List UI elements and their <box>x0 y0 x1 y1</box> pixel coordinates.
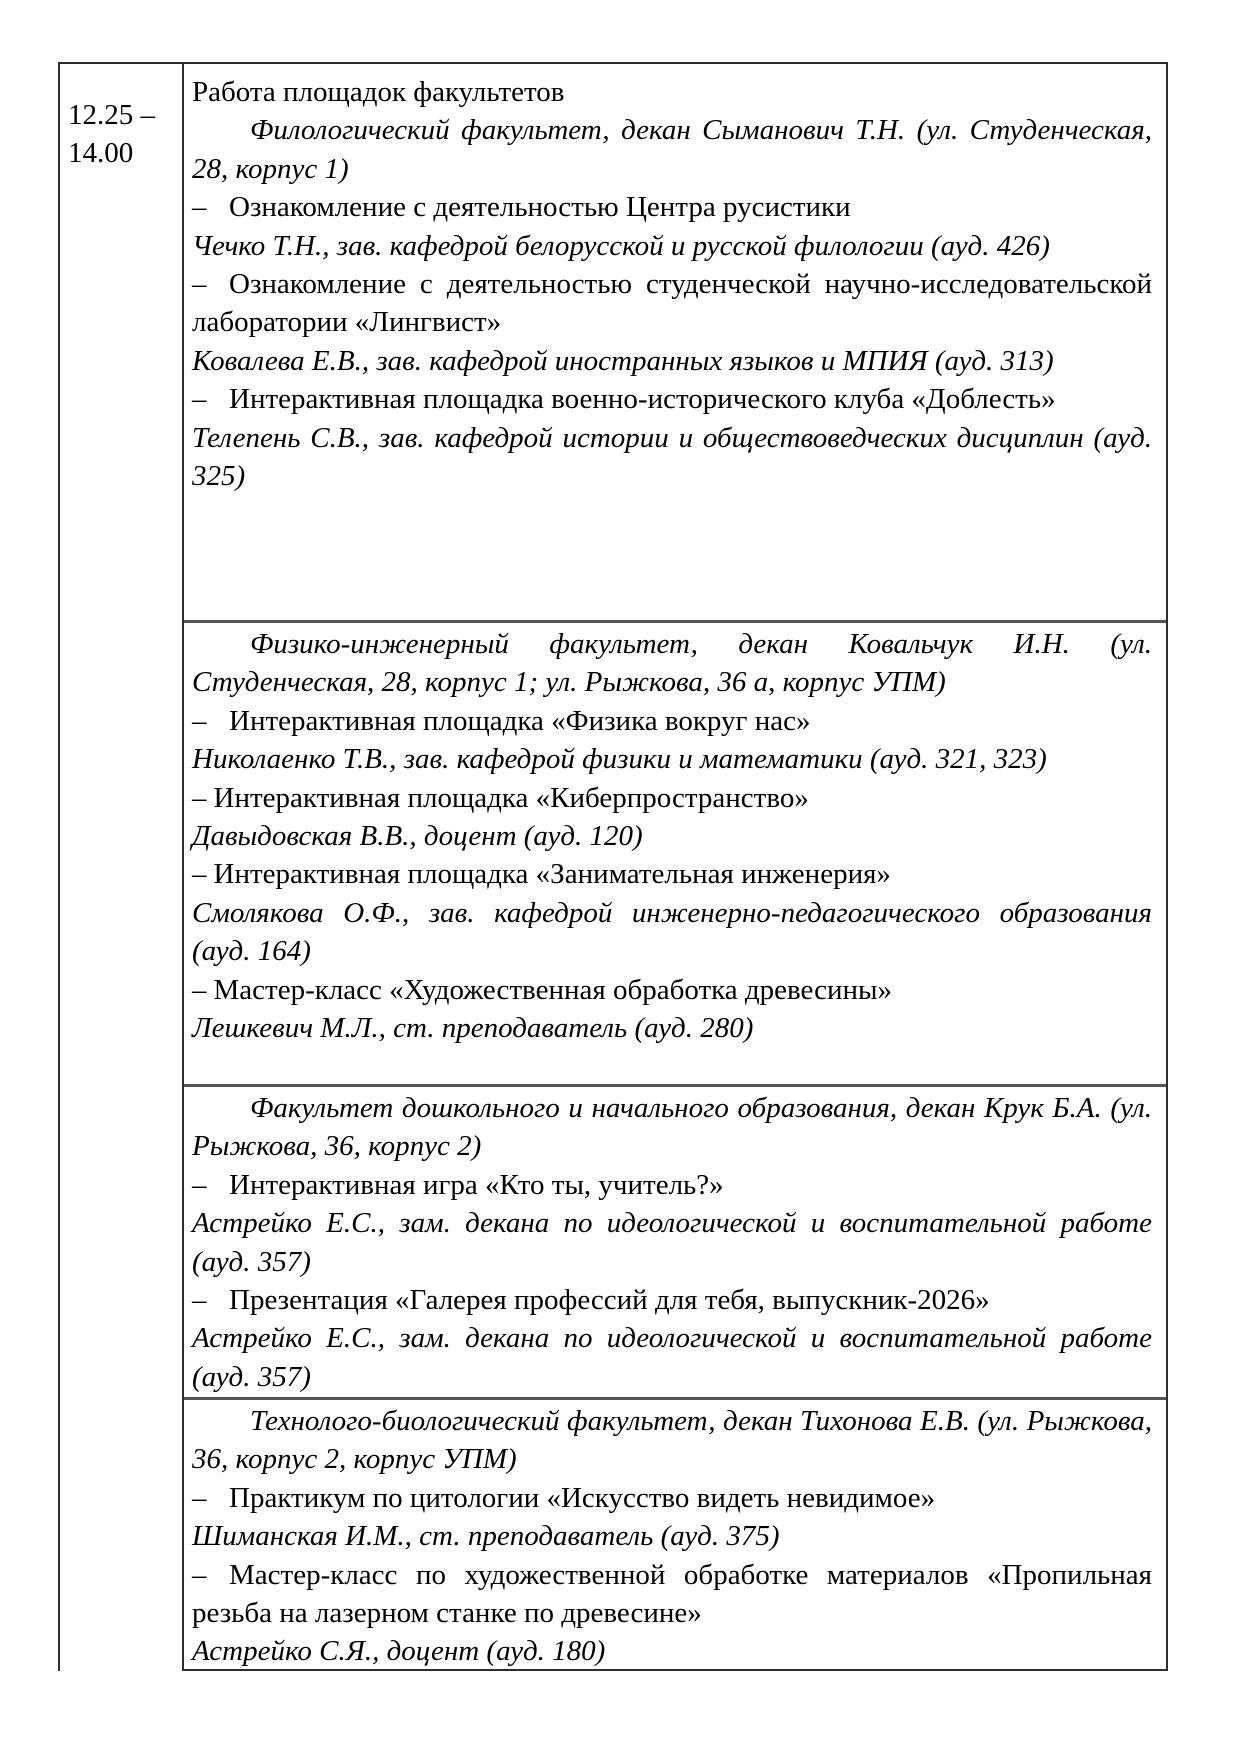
person-line: Давыдовская В.В., доцент (ауд. 120) <box>192 820 643 853</box>
content-cell <box>182 62 1168 1671</box>
activity-item <box>192 380 1152 418</box>
activity-text: Интерактивная площадка «Занимательная инженерия» <box>213 858 891 891</box>
time-range-end: 14.00 <box>68 137 134 170</box>
person-line: Николаенко Т.В., зав. кафедрой физики и математики (ауд. 321, 323) <box>192 743 1047 776</box>
section-physics-engineering-faculty <box>184 623 1166 1087</box>
faculty-heading: Технолого-биологический факультет, декан Тихонова Е.В. (ул. Рыжкова, 36, корпус 2, корпус УПМ) <box>192 1405 1152 1476</box>
dash-marker: – <box>192 268 207 301</box>
time-cell <box>58 62 182 1671</box>
activity-text: Ознакомление с деятельностью Центра русистики <box>229 191 851 224</box>
section-preschool-primary-education-faculty <box>184 1087 1166 1400</box>
dash-marker: – <box>192 1481 207 1514</box>
activity-item <box>192 855 1152 893</box>
activity-text: Интерактивная площадка военно-исторического клуба «Доблесть» <box>229 383 1056 416</box>
person-line: Телепень С.В., зав. кафедрой истории и обществоведческих дисциплин (ауд. 325) <box>192 421 1152 493</box>
faculty-heading: Физико-инженерный факультет, декан Ковальчук И.Н. (ул. Студенческая, 28, корпус 1; ул. Рыжкова, 36 а, корпус УПМ) <box>192 628 1152 699</box>
person-line: Чечко Т.Н., зав. кафедрой белорусской и русской филологии (ауд. 426) <box>192 229 1050 262</box>
activity-text: Практикум по цитологии «Искусство видеть невидимое» <box>229 1481 936 1514</box>
person-line: Шиманская И.М., ст. преподаватель (ауд. 375) <box>192 1520 780 1553</box>
dash-marker: – <box>192 1558 207 1591</box>
person-line: Лешкевич М.Л., ст. преподаватель (ауд. 280) <box>192 1012 754 1045</box>
activity-text: Интерактивная площадка «Физика вокруг нас» <box>229 704 811 737</box>
activity-text: Ознакомление с деятельностью студенческой научно-исследовательской лаборатории «Лингвист» <box>192 268 1152 339</box>
dash-marker: – <box>192 1284 207 1317</box>
activity-item <box>192 1166 1152 1204</box>
dash-marker: – <box>192 191 207 224</box>
person-line: Смолякова О.Ф., зав. кафедрой инженерно-педагогического образования (ауд. 164) <box>192 896 1152 968</box>
section-technology-biology-faculty <box>184 1400 1166 1671</box>
dash-marker: – <box>192 1168 207 1201</box>
activity-item <box>192 1281 1152 1319</box>
activity-item <box>192 702 1152 740</box>
faculty-heading: Филологический факультет, декан Сыманович Т.Н. (ул. Студенческая, 28, корпус 1) <box>192 114 1152 185</box>
activity-item <box>192 1556 1152 1633</box>
section-title: Работа площадок факультетов <box>192 76 565 108</box>
time-range-start: 12.25 – <box>68 99 155 131</box>
dash-marker: – <box>192 781 207 814</box>
dash-marker: – <box>192 383 207 416</box>
person-line: Астрейко С.Я., доцент (ауд. 180) <box>192 1635 606 1668</box>
activity-text: Интерактивная площадка «Киберпространство» <box>213 781 809 814</box>
person-line: Астрейко Е.С., зам. декана по идеологической и воспитательной работе (ауд. 357) <box>192 1207 1152 1278</box>
activity-text: Презентация «Галерея профессий для тебя, выпускник-2026» <box>229 1284 990 1317</box>
person-line: Ковалева Е.В., зав. кафедрой иностранных языков и МПИЯ (ауд. 313) <box>192 344 1054 377</box>
faculty-heading: Факультет дошкольного и начального образования, декан Крук Б.А. (ул. Рыжкова, 36, корпус 2) <box>192 1092 1152 1163</box>
person-line: Астрейко Е.С., зам. декана по идеологической и воспитательной работе (ауд. 357) <box>192 1322 1152 1393</box>
activity-item <box>192 779 1152 817</box>
activity-item <box>192 971 1152 1009</box>
dash-marker: – <box>192 704 207 737</box>
dash-marker: – <box>192 973 207 1006</box>
activity-text: Интерактивная игра «Кто ты, учитель?» <box>229 1168 724 1201</box>
section-philology-faculty <box>184 64 1166 623</box>
activity-text: Мастер-класс по художественной обработке материалов «Пропильная резьба на лазерном станке по древесине» <box>192 1558 1152 1630</box>
activity-item <box>192 188 1152 226</box>
schedule-table <box>58 62 1168 1671</box>
activity-item <box>192 265 1152 342</box>
activity-item <box>192 1479 1152 1517</box>
dash-marker: – <box>192 858 207 891</box>
activity-text: Мастер-класс «Художественная обработка древесины» <box>213 973 893 1006</box>
